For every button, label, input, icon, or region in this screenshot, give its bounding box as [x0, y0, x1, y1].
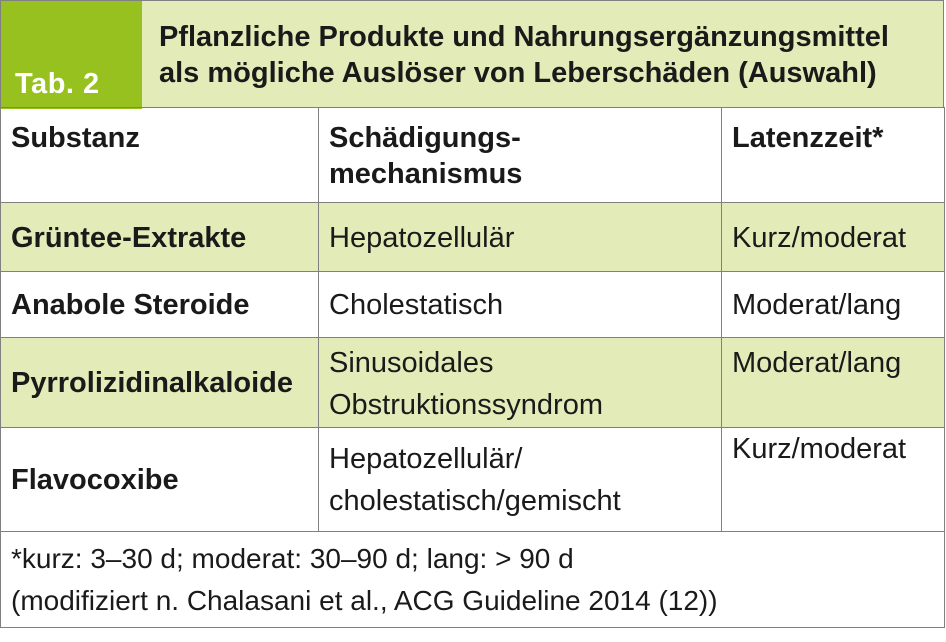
footnote-source: (modifiziert n. Chalasani et al., ACG Guideline 2014 (12)): [11, 585, 718, 616]
cell-substance: Grüntee-Extrakte: [1, 203, 319, 272]
column-header-row: [1, 108, 945, 203]
footnote-latency-legend: *kurz: 3–30 d; moderat: 30–90 d; lang: > 90 d: [11, 543, 574, 574]
cell-latency: Kurz/moderat: [722, 203, 945, 272]
tab-number-label: Tab. 2: [15, 68, 100, 100]
cell-mechanism: Hepatozellulär: [319, 203, 722, 272]
cell-mechanism: Hepatozellulär/ cholestatisch/gemischt: [319, 428, 722, 532]
table-header: [0, 0, 944, 108]
table-row: [1, 203, 945, 272]
column-header-substance: Substanz: [1, 108, 319, 203]
cell-substance: Flavocoxibe: [1, 428, 319, 532]
cell-substance: Pyrrolizidinalkaloide: [1, 338, 319, 428]
table-row: [1, 272, 945, 338]
footnote-row: [1, 532, 945, 628]
column-header-latency: Latenzzeit*: [722, 108, 945, 203]
column-header-mechanism: Schädigungs- mechanismus: [319, 108, 722, 203]
table-row: [1, 338, 945, 428]
tab-number-badge: [1, 1, 142, 109]
table-title: Pflanzliche Produkte und Nahrungsergänzungsmittel als mögliche Auslöser von Leberschäden (Auswahl): [159, 21, 889, 89]
cell-latency: Moderat/lang: [722, 272, 945, 338]
cell-latency: Kurz/moderat: [722, 428, 945, 532]
footnote: [1, 532, 945, 628]
cell-mechanism: Sinusoidales Obstruktionssyndrom: [319, 338, 722, 428]
cell-latency: Moderat/lang: [722, 338, 945, 428]
cell-mechanism: Cholestatisch: [319, 272, 722, 338]
table-row: [1, 428, 945, 532]
cell-substance: Anabole Steroide: [1, 272, 319, 338]
data-table: [0, 107, 945, 628]
